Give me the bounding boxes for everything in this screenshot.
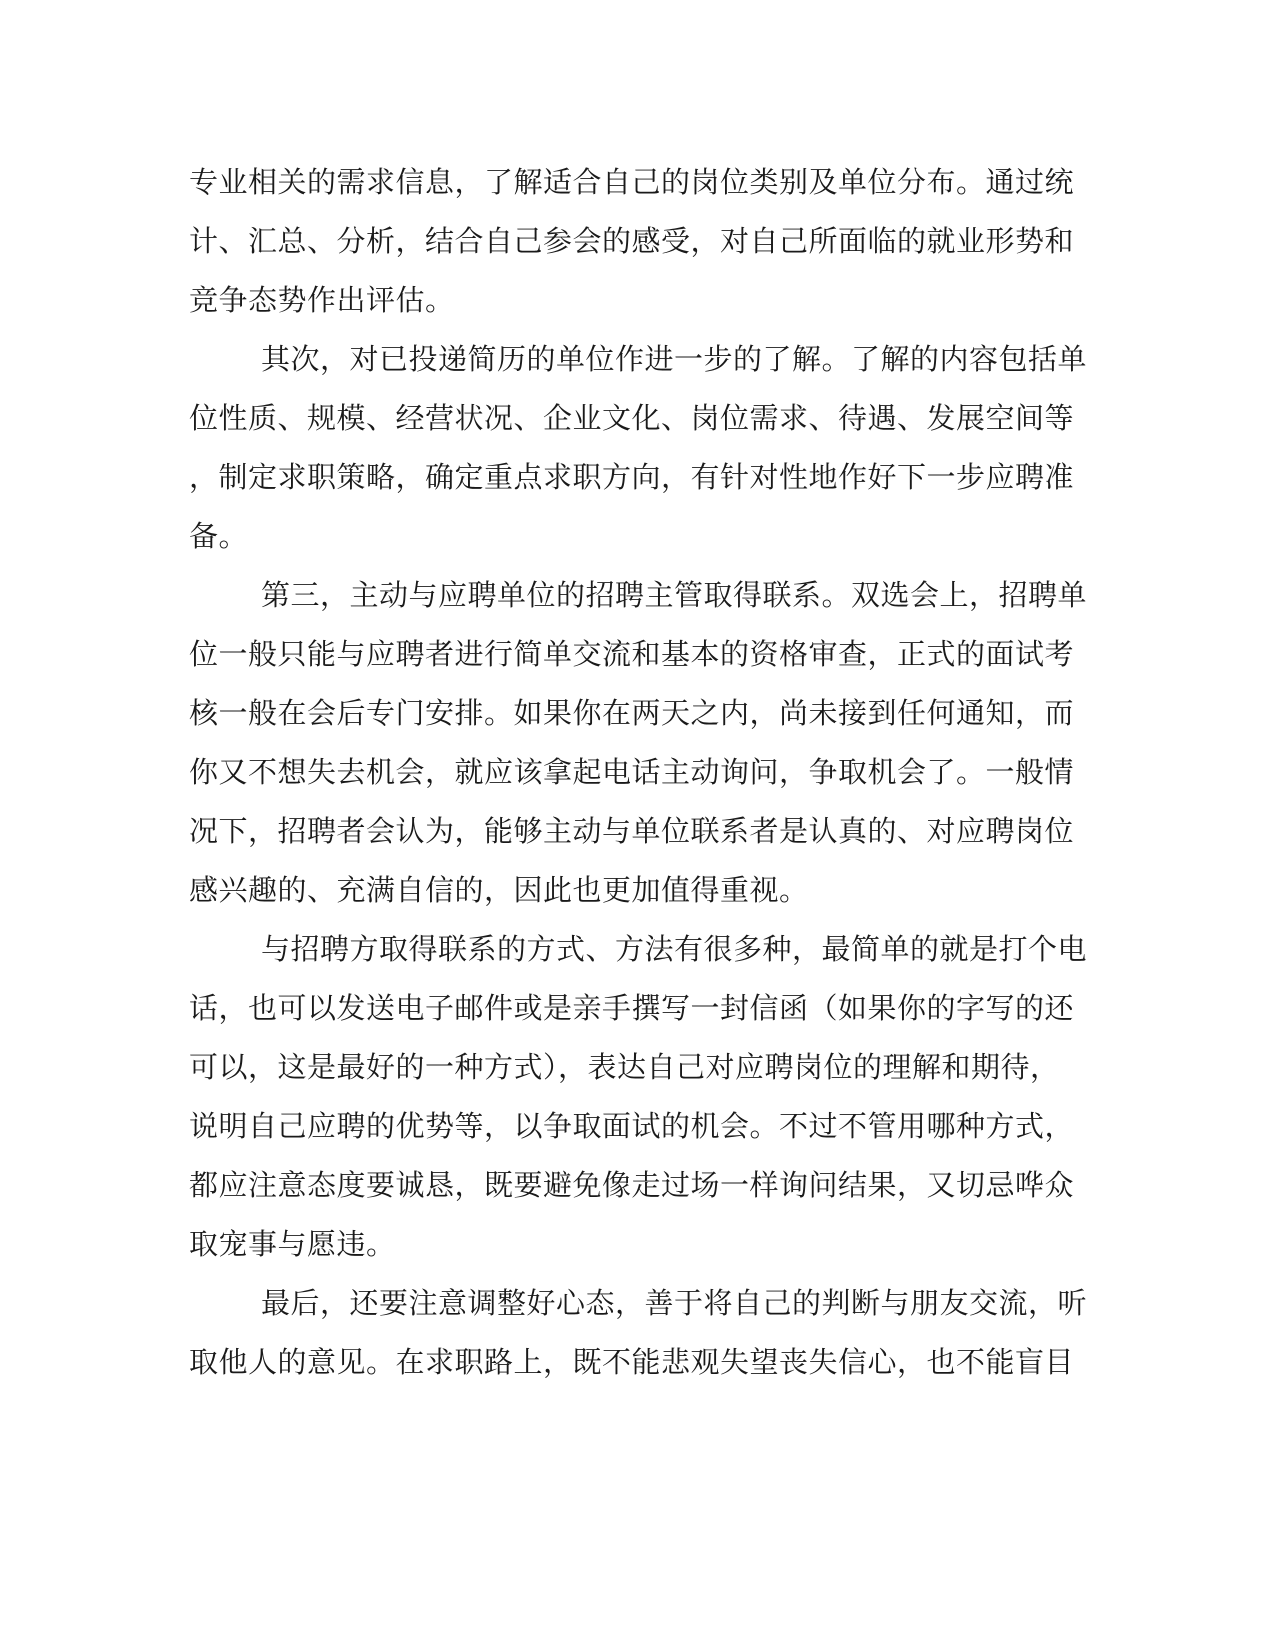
text-line: 感兴趣的、充满自信的，因此也更加值得重视。 (189, 873, 809, 907)
paragraph-start-line: 与招聘方取得联系的方式、方法有很多种，最简单的就是打个电 (261, 932, 1088, 966)
text-line: 核一般在会后专门安排。如果你在两天之内，尚未接到任何通知，而 (189, 696, 1075, 730)
text-line: 说明自己应聘的优势等，以争取面试的机会。不过不管用哪种方式， (189, 1109, 1075, 1143)
text-line: 竞争态势作出评估。 (189, 283, 455, 317)
text-line: 取宠事与愿违。 (189, 1227, 396, 1261)
text-line: 专业相关的需求信息，了解适合自己的岗位类别及单位分布。通过统 (189, 165, 1075, 199)
text-line: 可以，这是最好的一种方式），表达自己对应聘岗位的理解和期待， (189, 1050, 1060, 1084)
paragraph-start-line: 其次，对已投递简历的单位作进一步的了解。了解的内容包括单 (261, 342, 1088, 376)
text-line: 计、汇总、分析，结合自己参会的感受，对自己所面临的就业形势和 (189, 224, 1075, 258)
text-line: 你又不想失去机会，就应该拿起电话主动询问，争取机会了。一般情 (189, 755, 1075, 789)
text-line: 话，也可以发送电子邮件或是亲手撰写一封信函（如果你的字写的还 (189, 991, 1075, 1025)
text-line: 都应注意态度要诚恳，既要避免像走过场一样询问结果，又切忌哗众 (189, 1168, 1075, 1202)
paragraph-start-line: 第三，主动与应聘单位的招聘主管取得联系。双选会上，招聘单 (261, 578, 1088, 612)
text-line: 位性质、规模、经营状况、企业文化、岗位需求、待遇、发展空间等 (189, 401, 1075, 435)
text-line: 况下，招聘者会认为，能够主动与单位联系者是认真的、对应聘岗位 (189, 814, 1075, 848)
paragraph-start-line: 最后，还要注意调整好心态，善于将自己的判断与朋友交流，听 (261, 1286, 1088, 1320)
text-line: 取他人的意见。在求职路上，既不能悲观失望丧失信心，也不能盲目 (189, 1345, 1075, 1379)
text-line: 备。 (189, 519, 249, 553)
text-line: ，制定求职策略，确定重点求职方向，有针对性地作好下一步应聘准 (189, 460, 1075, 494)
text-line: 位一般只能与应聘者进行简单交流和基本的资格审查，正式的面试考 (189, 637, 1075, 671)
